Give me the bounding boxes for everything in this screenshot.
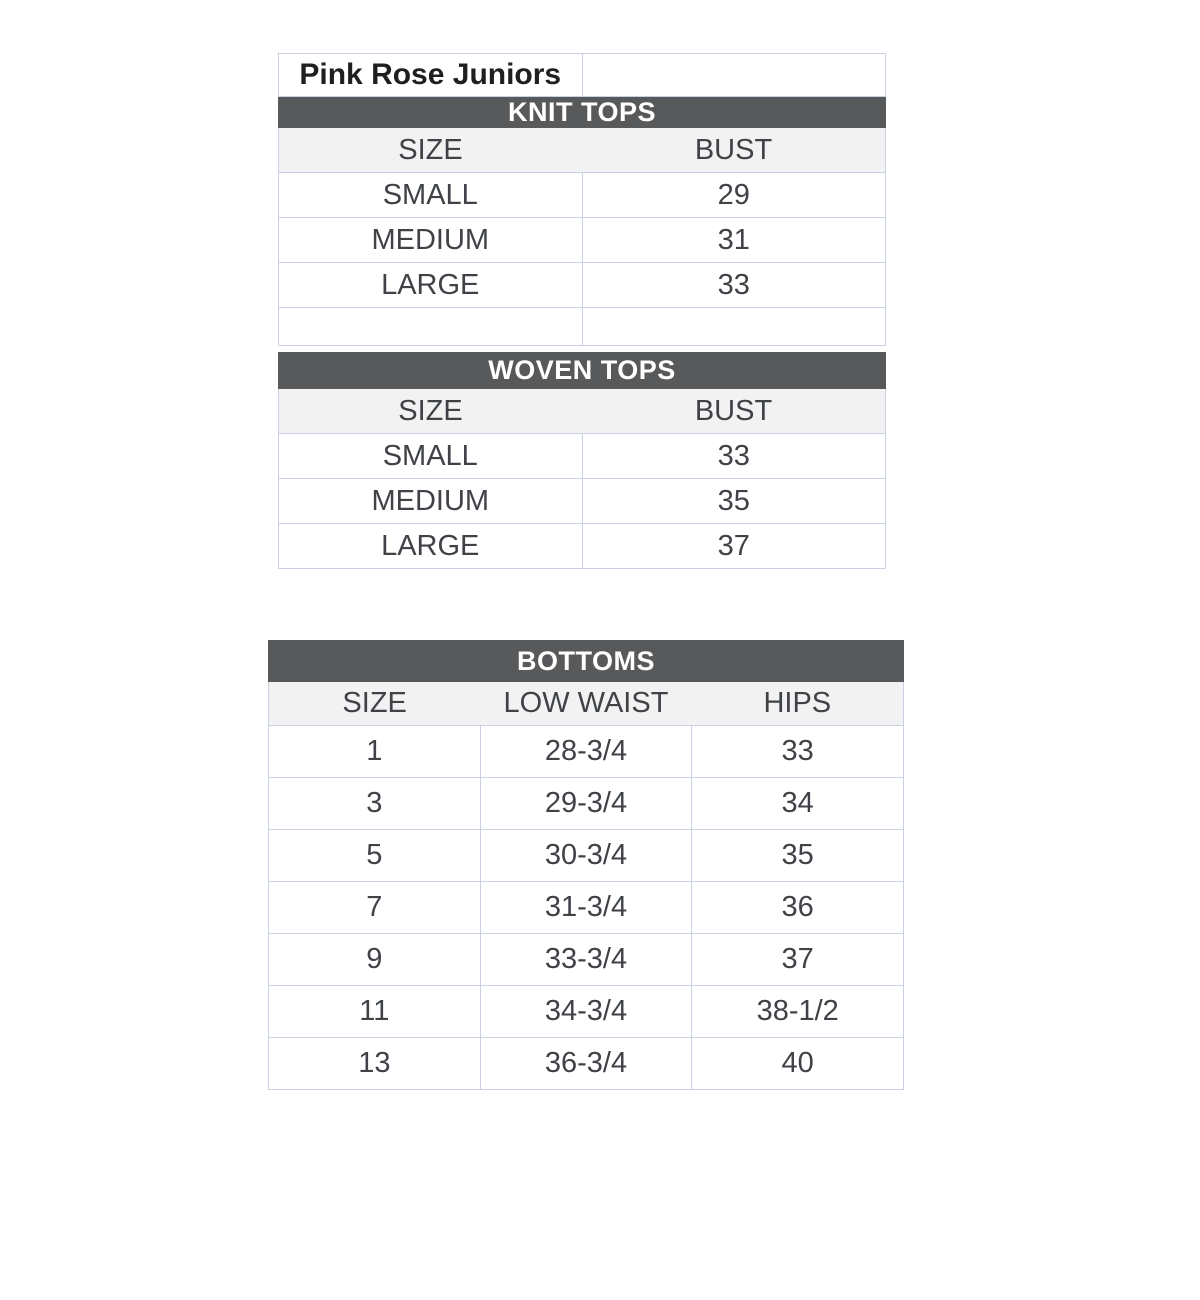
table-row <box>278 263 886 308</box>
table-row <box>268 726 904 778</box>
bottoms-hips-13: 40 <box>781 1047 814 1079</box>
bottoms-size-11: 11 <box>269 986 481 1037</box>
empty-cell <box>583 308 886 345</box>
bottoms-col-low-waist: LOW WAIST <box>503 687 669 719</box>
woven-tops-section-band <box>278 352 886 389</box>
bottoms-hips-11: 38-1/2 <box>756 995 839 1027</box>
knit-size-medium: MEDIUM <box>279 218 583 262</box>
knit-tops-col-size: SIZE <box>398 133 463 166</box>
knit-bust-medium: 31 <box>717 223 750 256</box>
bottoms-hips-9: 37 <box>781 943 814 975</box>
table-row <box>268 1038 904 1090</box>
bottoms-col-hips: HIPS <box>763 687 832 719</box>
woven-tops-band-label: WOVEN TOPS <box>488 355 676 385</box>
bottoms-waist-13: 36-3/4 <box>481 1038 693 1089</box>
knit-size-large: LARGE <box>279 263 583 307</box>
bottoms-waist-5: 30-3/4 <box>481 830 693 881</box>
empty-cell <box>279 308 583 345</box>
table-row <box>268 986 904 1038</box>
bottoms-waist-9: 33-3/4 <box>481 934 693 985</box>
knit-bust-small: 29 <box>717 178 750 211</box>
bottoms-header-row <box>268 682 904 726</box>
bottoms-size-13: 13 <box>269 1038 481 1089</box>
empty-separator-row <box>278 308 886 346</box>
table-row <box>268 830 904 882</box>
woven-bust-small: 33 <box>717 439 750 472</box>
bottoms-size-3: 3 <box>269 778 481 829</box>
tops-size-chart-table <box>278 53 886 569</box>
table-row <box>278 173 886 218</box>
table-row <box>278 524 886 569</box>
knit-size-small: SMALL <box>279 173 583 217</box>
table-row <box>278 434 886 479</box>
bottoms-section-band <box>268 640 904 682</box>
brand-title: Pink Rose Juniors <box>279 54 583 96</box>
knit-tops-band-label: KNIT TOPS <box>507 97 657 127</box>
bottoms-hips-3: 34 <box>781 787 814 819</box>
table-row <box>268 778 904 830</box>
bottoms-size-1: 1 <box>269 726 481 777</box>
woven-size-large: LARGE <box>279 524 583 568</box>
table-row <box>268 934 904 986</box>
woven-bust-medium: 35 <box>717 484 750 517</box>
woven-tops-header-row <box>278 389 886 434</box>
table-row <box>278 479 886 524</box>
bottoms-size-chart-table <box>268 640 904 1090</box>
knit-tops-header-row <box>278 128 886 173</box>
table-row <box>278 218 886 263</box>
bottoms-hips-5: 35 <box>781 839 814 871</box>
woven-bust-large: 37 <box>717 529 750 562</box>
bottoms-hips-1: 33 <box>781 735 814 767</box>
table-row <box>268 882 904 934</box>
bottoms-band-label: BOTTOMS <box>517 645 655 676</box>
bottoms-waist-11: 34-3/4 <box>481 986 693 1037</box>
knit-tops-col-bust: BUST <box>694 133 773 166</box>
bottoms-size-9: 9 <box>269 934 481 985</box>
bottoms-waist-1: 28-3/4 <box>481 726 693 777</box>
knit-bust-large: 33 <box>717 268 750 301</box>
woven-size-small: SMALL <box>279 434 583 478</box>
bottoms-waist-3: 29-3/4 <box>481 778 693 829</box>
woven-size-medium: MEDIUM <box>279 479 583 523</box>
knit-tops-section-band <box>278 97 886 128</box>
woven-tops-col-bust: BUST <box>694 394 773 427</box>
bottoms-size-5: 5 <box>269 830 481 881</box>
bottoms-col-size: SIZE <box>342 687 407 719</box>
bottoms-hips-7: 36 <box>781 891 814 923</box>
bottoms-size-7: 7 <box>269 882 481 933</box>
woven-tops-col-size: SIZE <box>398 394 463 427</box>
brand-title-row <box>278 53 886 97</box>
bottoms-waist-7: 31-3/4 <box>481 882 693 933</box>
brand-title-empty-cell <box>583 54 886 96</box>
